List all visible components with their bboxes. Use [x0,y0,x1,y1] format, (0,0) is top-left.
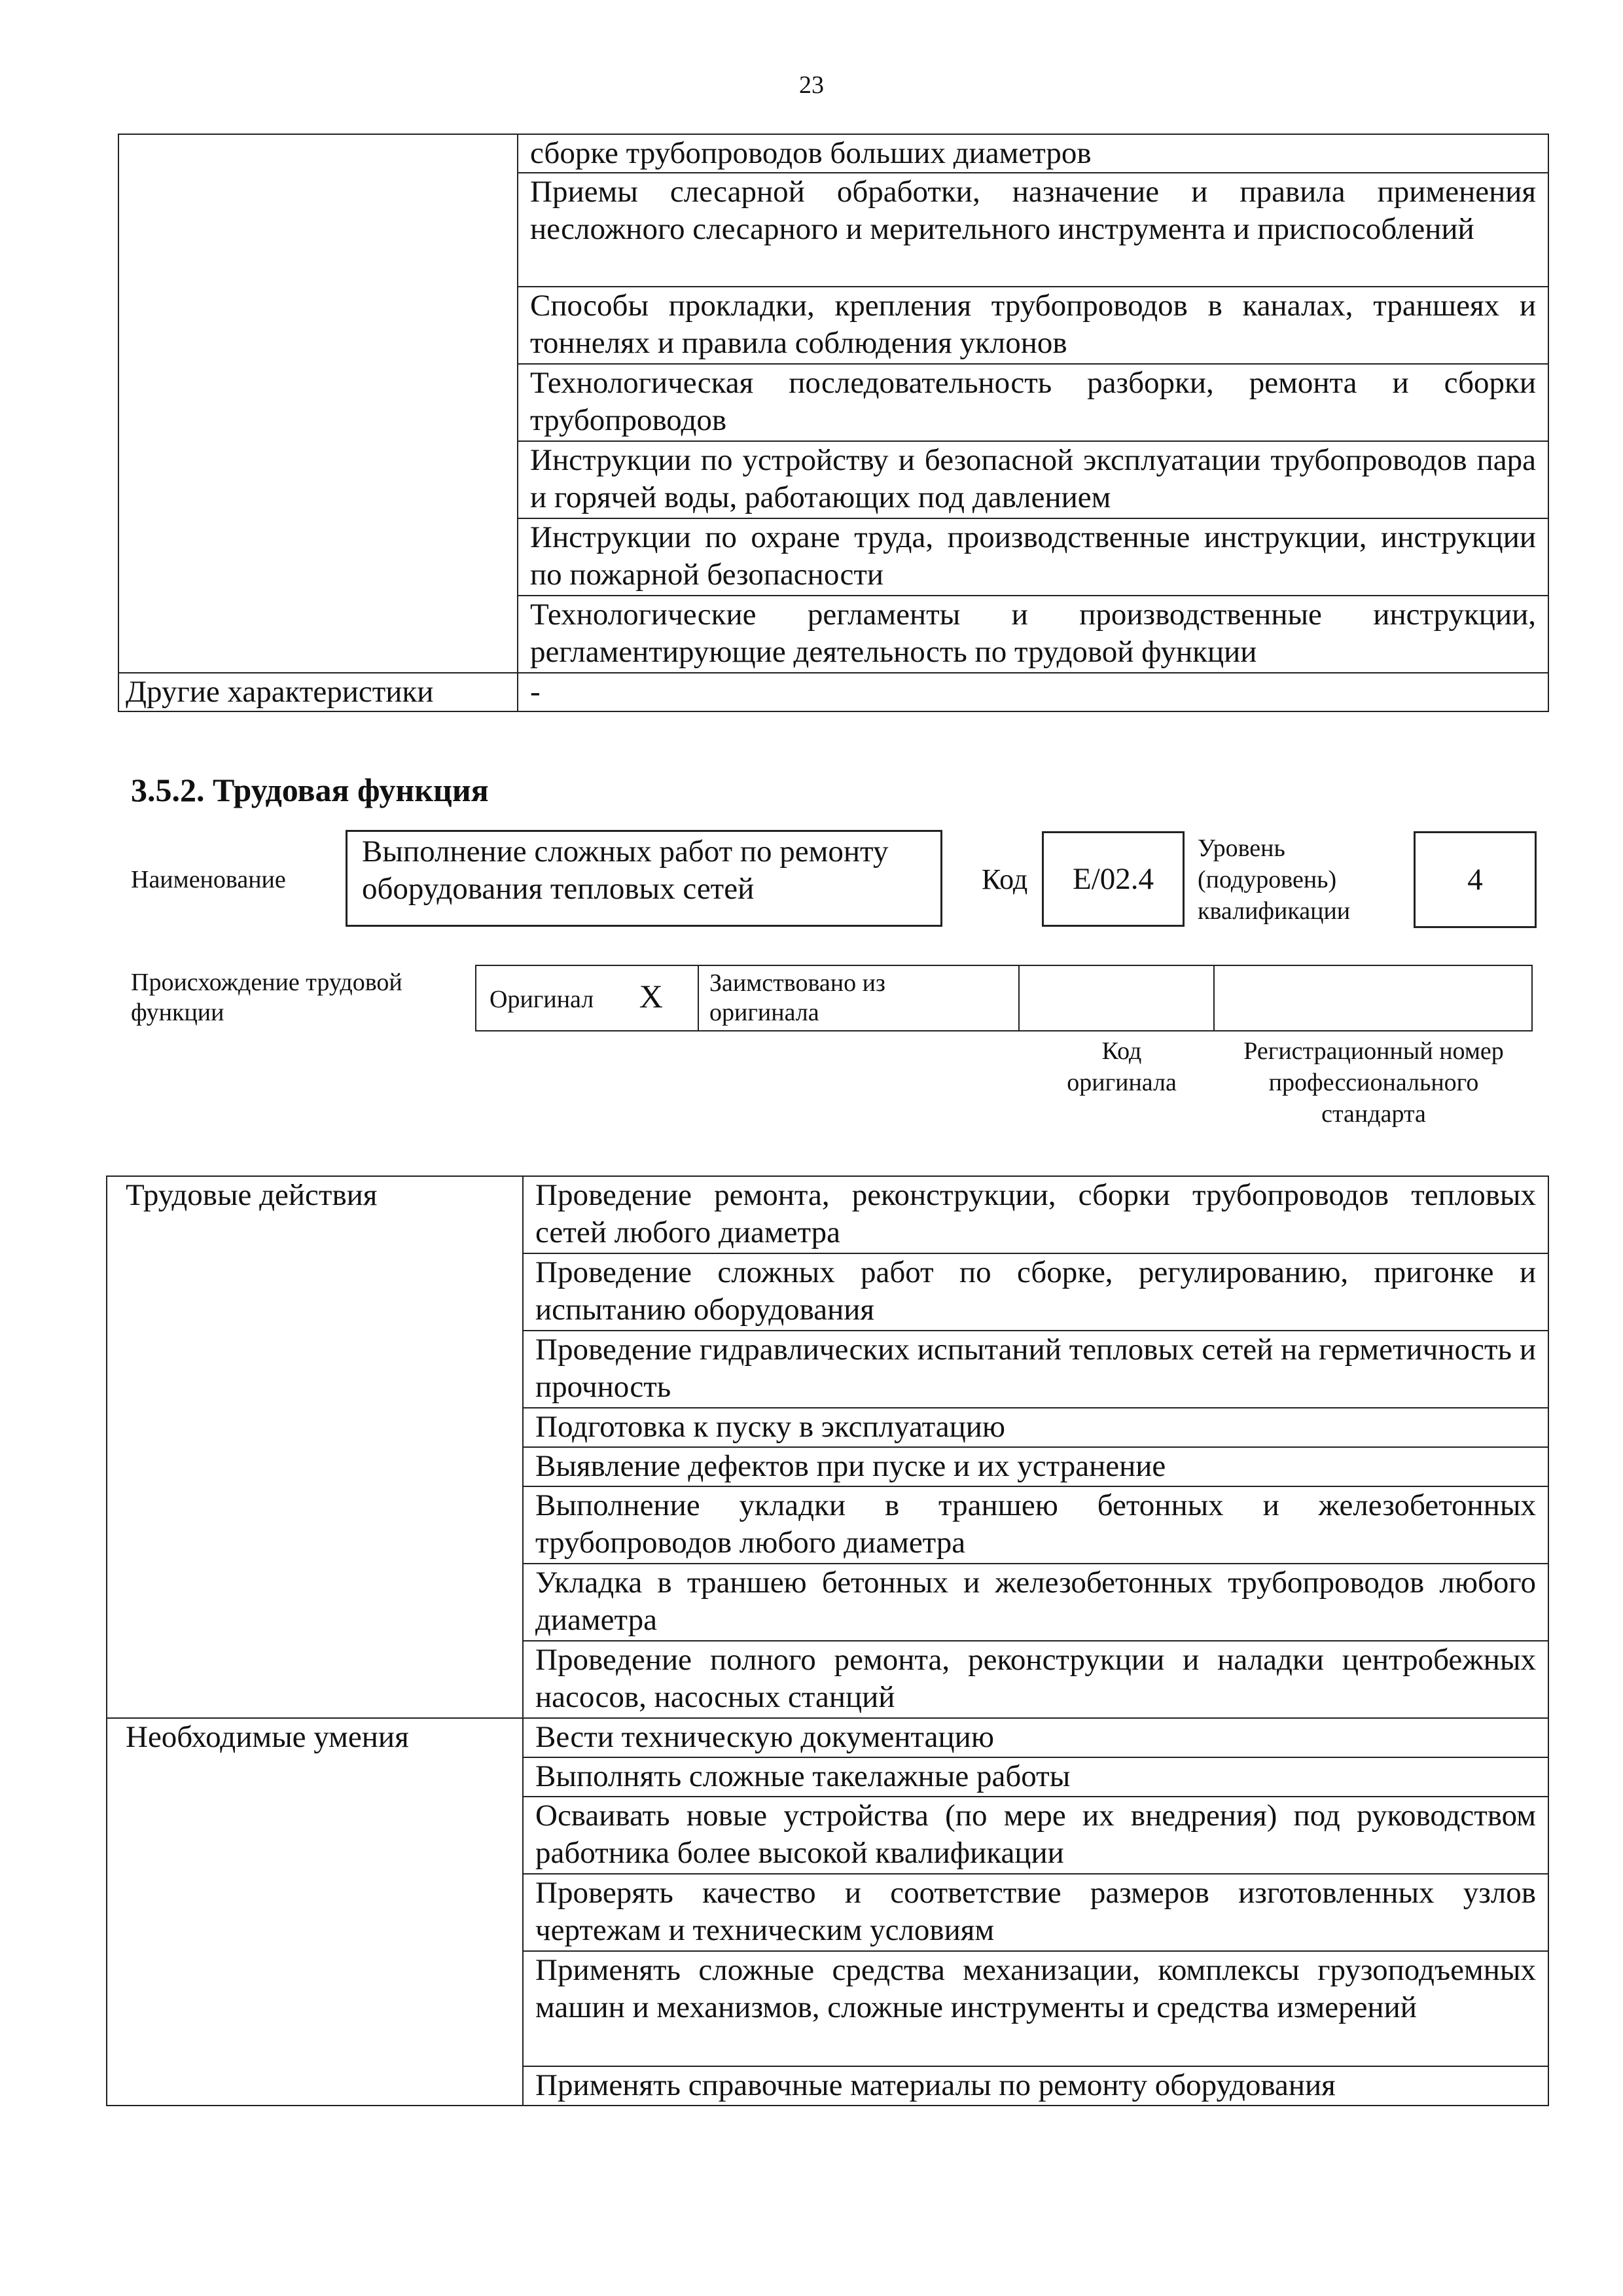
labor-actions-label: Трудовые действия [107,1176,523,1718]
labor-action-row: Подготовка к пуску в эксплуатацию [523,1408,1548,1447]
knowledge-row: Приемы слесарной обработки, назначение и правила применения несложного слесарного и мерительного инструмента и приспособлений [518,173,1548,287]
caption-line: стандарта [1321,1100,1426,1128]
labor-action-row: Проведение ремонта, реконструкции, сборки трубопроводов тепловых сетей любого диаметра [523,1176,1548,1253]
caption-line: профессионального [1268,1069,1479,1096]
level-label [1198,833,1350,927]
level-value: 4 [1414,831,1537,928]
label-cell-empty [118,134,518,673]
page-number: 23 [799,71,824,99]
skill-row: Проверять качество и соответствие размеров изготовленных узлов чертежам и техническим условиям [523,1874,1548,1951]
level-label-line: (подуровень) [1198,866,1337,893]
original-cell [476,965,698,1031]
origin-label [131,967,402,1028]
caption-line: оригинала [1067,1069,1177,1096]
section-title: 3.5.2. Трудовая функция [131,772,489,808]
skill-row: Вести техническую документацию [523,1718,1548,1757]
level-label-line: квалификации [1198,897,1351,925]
other-characteristics-value: - [518,673,1548,711]
labor-action-row: Проведение сложных работ по сборке, регулированию, пригонке и испытанию оборудования [523,1253,1548,1331]
labor-action-row: Укладка в траншею бетонных и железобетонных трубопроводов любого диаметра [523,1564,1548,1641]
labor-action-row: Выявление дефектов при пуске и их устранение [523,1447,1548,1486]
name-label: Наименование [131,866,286,893]
knowledge-row: сборке трубопроводов больших диаметров [518,134,1548,173]
knowledge-row: Технологические регламенты и производственные инструкции, регламентирующие деятельность по трудовой функции [518,596,1548,673]
caption-line: Регистрационный номер [1243,1037,1504,1065]
skill-row: Выполнять сложные такелажные работы [523,1757,1548,1797]
labor-action-row: Выполнение укладки в траншею бетонных и железобетонных трубопроводов любого диаметра [523,1486,1548,1564]
other-characteristics-label: Другие характеристики [118,673,518,711]
level-label-line: Уровень [1198,834,1285,862]
labor-action-row: Проведение полного ремонта, реконструкции и наладки центробежных насосов, насосных станций [523,1641,1548,1718]
knowledge-row: Способы прокладки, крепления трубопроводов в каналах, траншеях и тоннелях и правила соблюдения уклонов [518,287,1548,364]
original-code-cell [1019,965,1214,1031]
function-details-table [106,1175,1549,2106]
origin-label-line: Происхождение трудовой [131,969,402,996]
skill-row: Применять сложные средства механизации, комплексы грузоподъемных машин и механизмов, сложные инструменты и средства измерений [523,1951,1548,2066]
knowledge-row: Инструкции по устройству и безопасной эксплуатации трубопроводов пара и горячей воды, работающих под давлением [518,441,1548,518]
labor-action-row: Проведение гидравлических испытаний тепловых сетей на герметичность и прочность [523,1331,1548,1408]
knowledge-table [118,134,1549,712]
borrowed-label-line: Заимствовано из [709,969,885,997]
registration-number-caption [1216,1035,1531,1130]
skill-row: Применять справочные материалы по ремонту оборудования [523,2066,1548,2106]
required-skills-label: Необходимые умения [107,1718,523,2106]
knowledge-row: Технологическая последовательность разборки, ремонта и сборки трубопроводов [518,364,1548,441]
origin-label-line: функции [131,999,224,1026]
borrowed-cell [698,965,1019,1031]
caption-line: Код [1101,1037,1142,1065]
original-code-caption [1026,1035,1217,1098]
code-value: E/02.4 [1042,831,1185,927]
knowledge-row: Инструкции по охране труда, производственные инструкции, инструкции по пожарной безопасности [518,518,1548,596]
function-name: Выполнение сложных работ по ремонту оборудования тепловых сетей [346,830,942,927]
registration-number-cell [1214,965,1532,1031]
skill-row: Осваивать новые устройства (по мере их внедрения) под руководством работника более высокой квалификации [523,1797,1548,1874]
code-label: Код [982,863,1028,895]
original-mark: X [639,978,663,1014]
original-label: Оригинал [490,986,594,1013]
origin-table [475,965,1533,1031]
borrowed-label-line: оригинала [709,999,819,1026]
